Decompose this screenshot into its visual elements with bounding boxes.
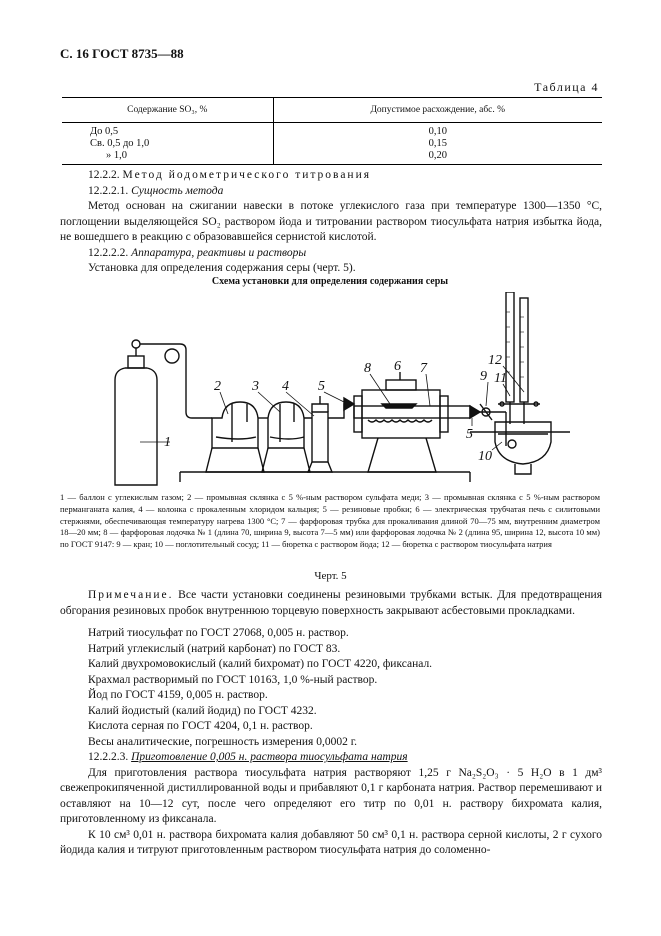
subsection-heading xyxy=(60,184,602,200)
table-row xyxy=(62,138,602,150)
label-5b: 5 xyxy=(466,427,473,442)
label-12: 12 xyxy=(488,353,502,368)
label-1: 1 xyxy=(164,435,171,450)
page-header: С. 16 ГОСТ 8735—88 xyxy=(60,46,184,61)
figure-caption: Схема установки для определения содержания серы xyxy=(211,276,449,287)
prep-heading xyxy=(60,750,602,766)
note-paragraph xyxy=(60,588,602,619)
label-11: 11 xyxy=(494,371,507,386)
apparatus-diagram xyxy=(100,292,570,488)
label-8: 8 xyxy=(364,361,371,376)
absorption-vessel-icon xyxy=(495,422,551,464)
table-cell-value: 0,10 xyxy=(428,126,447,137)
prep-title: Приготовление 0,005 н. раствора тиосульфата натрия xyxy=(131,751,408,763)
method-paragraph: Метод основан на сжигании навески в потоке углекислого газа при температуре 1300—1350 °С, поглощении выделяющейся SO₂ раствором йода и титровании раствором тиосульфата натрия избытка йода, не вошедшего в реакцию с образовавшейся сернистой кислотой. xyxy=(60,200,602,243)
note-text: Все части установки соединены резиновыми трубками встык. Для предотвращения обгорания резиновых пробок внутреннюю торцевую поверхность закрывают асбестовыми прокладками. xyxy=(60,589,603,617)
section-heading xyxy=(60,168,602,184)
label-5: 5 xyxy=(318,379,325,394)
list-item: Кислота серная по ГОСТ 4204, 0,1 н. раствор. xyxy=(88,720,313,732)
list-item: Натрий тиосульфат по ГОСТ 27068, 0,005 н. раствор. xyxy=(88,627,349,639)
prep-paragraph: Для приготовления раствора тиосульфата натрия растворяют 1,25 г Na₂S₂O₃ · 5 H₂O в 1 дм³ свежепрокипяченной дистиллированной воды и прибавляют 0,1 г карбоната натрия. Раствор перемешивают и оставляют на 10—12 сут, после чего определяют его титр по 0,01 н. раствору бихромата калия, приготовленному из фиксанала. xyxy=(60,766,602,825)
figure-number: Черт. 5 xyxy=(314,570,347,582)
apparatus-paragraph: Установка для определения содержания серы (черт. 5). xyxy=(88,262,356,274)
table-row xyxy=(62,150,602,165)
label-7: 7 xyxy=(420,361,427,376)
burette-11-icon xyxy=(506,292,514,402)
label-6: 6 xyxy=(394,359,401,374)
list-item: Йод по ГОСТ 4159, 0,005 н. раствор. xyxy=(88,689,268,701)
section-text xyxy=(60,168,602,277)
tube-furnace-icon xyxy=(362,390,440,438)
burette-12-icon xyxy=(520,298,528,402)
table-header-tolerance: Допустимое расхождение, абс. % xyxy=(273,98,602,123)
table-cell-range: Св. 0,5 до 1,0 xyxy=(62,138,273,150)
calcium-chloride-column-icon xyxy=(304,412,328,462)
table-cell-value: 0,20 xyxy=(273,150,602,165)
table-row xyxy=(62,123,602,139)
subsection-title: Сущность метода xyxy=(131,184,224,197)
list-item: Калий йодистый (калий йодид) по ГОСТ 4232. xyxy=(88,704,317,717)
section-number: 12.2.2. xyxy=(88,169,120,181)
subsection-number: 12.2.2.2. xyxy=(88,246,129,259)
prep-number: 12.2.2.3. xyxy=(88,751,129,763)
wash-bottle-2-icon xyxy=(212,402,258,448)
table-cell-range: До 0,5 xyxy=(62,123,273,139)
list-item: Крахмал растворимый по ГОСТ 10163, 1,0 %-ный раствор. xyxy=(88,673,378,686)
label-2: 2 xyxy=(214,379,221,394)
table-cell-range: » 1,0 xyxy=(62,150,273,165)
subsection-number: 12.2.2.1. xyxy=(88,184,129,197)
gas-cylinder-icon xyxy=(115,368,157,485)
reagent-list xyxy=(60,626,602,859)
label-4: 4 xyxy=(282,379,289,394)
table-header-content: Содержание SO₃, % xyxy=(62,98,273,123)
subsection-heading xyxy=(60,246,602,262)
label-3: 3 xyxy=(252,379,259,394)
wash-bottle-3-icon xyxy=(268,402,304,448)
list-item: Калий двухромовокислый (калий бихромат) по ГОСТ 4220, фиксанал. xyxy=(88,658,433,670)
list-item: Весы аналитические, погрешность измерения 0,0002 г. xyxy=(88,735,357,748)
table-label: Таблица 4 xyxy=(534,80,599,94)
section-title: Метод йодометрического титрования xyxy=(122,169,372,181)
label-9: 9 xyxy=(480,369,487,384)
label-10: 10 xyxy=(478,449,492,464)
list-item: Натрий углекислый (натрий карбонат) по ГОСТ 83. xyxy=(88,642,341,655)
titration-paragraph: К 10 см³ 0,01 н. раствора бихромата калия добавляют 50 см³ 0,1 н. раствора серной кислоты, 2 г сухого йодида калия и титруют приготовленным раствором тиосульфата натрия до соломенно- xyxy=(60,828,602,856)
figure-legend: 1 — баллон с углекислым газом; 2 — промывная склянка с 5 %-ным раствором сульфата меди; 3 — промывная склянка с 5 %-ным раствором перманганата калия, 4 — колонка с прокаленным хлоридом кальция; 5 — резиновые пробки; 6 — электрическая трубчатая печь с силитовыми стержнями, обеспечивающая температуру нагрева 1300 °С; 7 — фарфоровая трубка для прокаливания длиной 70—75 мм, внутренним диаметром 18—20 мм; 8 — фарфоровая лодочка № 1 (длина 70, ширина 9, высота 7—5 мм) или фарфоровая лодочка № 2 (длина 95, ширина 12, высота 10 мм) по ГОСТ 9147: 9 — кран; 10 — поглотительный сосуд; 11 — бюретка с раствором йода; 12 — бюретка с раствором тиосульфата натрия xyxy=(60,492,600,550)
table-cell-value: 0,15 xyxy=(428,138,447,149)
note-label: Примечание. xyxy=(88,589,174,601)
subsection-title: Аппаратура, реактивы и растворы xyxy=(131,246,307,259)
table-4 xyxy=(62,97,602,165)
